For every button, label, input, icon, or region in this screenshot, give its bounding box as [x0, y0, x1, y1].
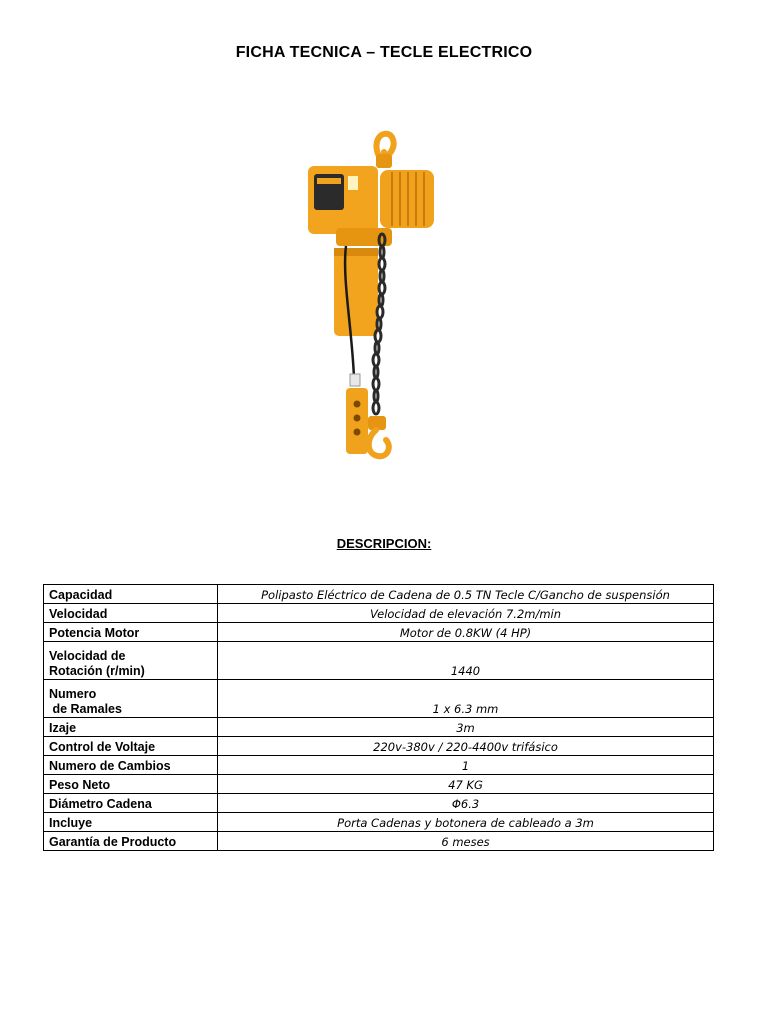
- spec-value: Φ6.3: [218, 794, 714, 813]
- spec-value: Velocidad de elevación 7.2m/min: [218, 604, 714, 623]
- spec-value: Motor de 0.8KW (4 HP): [218, 623, 714, 642]
- document-title: FICHA TECNICA – TECLE ELECTRICO: [235, 44, 533, 61]
- spec-row: [44, 623, 714, 642]
- spec-row: [44, 737, 714, 756]
- spec-label-line: Potencia Motor: [49, 626, 140, 640]
- spec-label: [44, 642, 218, 680]
- spec-value: Polipasto Eléctrico de Cadena de 0.5 TN Tecle C/Gancho de suspensión: [218, 585, 714, 604]
- spec-row: [44, 680, 714, 718]
- spec-value: Porta Cadenas y botonera de cableado a 3m: [218, 813, 714, 832]
- spec-label: [44, 680, 218, 718]
- spec-label-line: Incluye: [49, 816, 93, 830]
- spec-label-line: Control de Voltaje: [49, 740, 156, 754]
- spec-row: [44, 775, 714, 794]
- spec-value: 220v-380v / 220-4400v trifásico: [218, 737, 714, 756]
- spec-value: 3m: [218, 718, 714, 737]
- spec-value: 47 KG: [218, 775, 714, 794]
- spec-label-line: Izaje: [49, 721, 77, 735]
- spec-row: [44, 794, 714, 813]
- spec-label-line: Velocidad: [49, 607, 108, 621]
- electric-hoist-image: [296, 128, 446, 468]
- spec-label-line: Rotación (r/min): [49, 664, 145, 678]
- spec-label: [44, 737, 218, 756]
- spec-label: [44, 756, 218, 775]
- spec-row: [44, 832, 714, 851]
- spec-table: [43, 584, 714, 851]
- spec-label: [44, 623, 218, 642]
- spec-label: [44, 775, 218, 794]
- spec-label-line: Numero: [49, 687, 97, 701]
- spec-value: 1: [218, 756, 714, 775]
- spec-value: 6 meses: [218, 832, 714, 851]
- spec-row: [44, 642, 714, 680]
- spec-label-line: Peso Neto: [49, 778, 111, 792]
- spec-label: [44, 718, 218, 737]
- spec-table-body: [44, 585, 714, 851]
- spec-row: [44, 604, 714, 623]
- spec-value: 1440: [218, 642, 714, 680]
- spec-label-line: Velocidad de: [49, 649, 126, 663]
- spec-row: [44, 756, 714, 775]
- spec-row: [44, 585, 714, 604]
- spec-label-line: Garantía de Producto: [49, 835, 177, 849]
- spec-label: [44, 585, 218, 604]
- spec-label: [44, 813, 218, 832]
- spec-label: [44, 832, 218, 851]
- spec-row: [44, 813, 714, 832]
- spec-row: [44, 718, 714, 737]
- spec-label: [44, 604, 218, 623]
- spec-label-line: Numero de Cambios: [49, 759, 171, 773]
- spec-label-line: Capacidad: [49, 588, 113, 602]
- section-heading-descripcion: DESCRIPCION:: [336, 536, 432, 551]
- spec-label: [44, 794, 218, 813]
- spec-label-line: de Ramales: [49, 702, 122, 716]
- spec-label-line: Diámetro Cadena: [49, 797, 152, 811]
- spec-value: 1 x 6.3 mm: [218, 680, 714, 718]
